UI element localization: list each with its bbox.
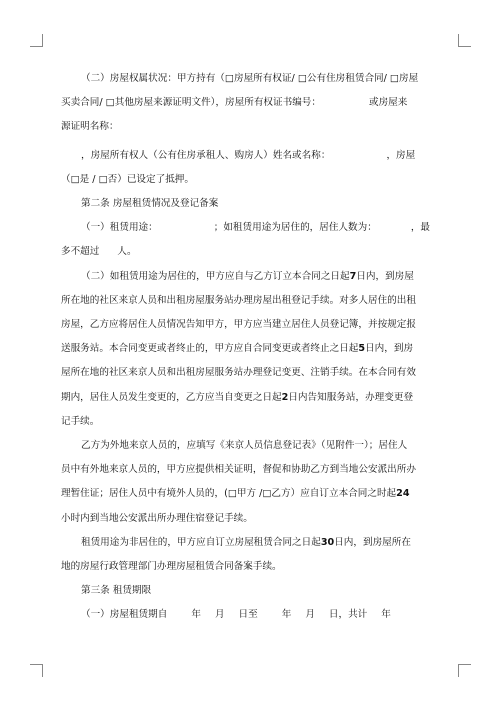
- paragraph-line: 地的房屋行政管理部门办理房屋租赁合同备案手续。: [61, 561, 282, 573]
- paragraph-lease-purpose: （一）租赁用途： ；如租赁用途为居住的，居住人数为： ，最: [81, 222, 431, 234]
- section-heading-article-2: 第二条 房屋租赁情况及登记备案: [81, 198, 219, 210]
- page-corner-mark-bottom-right: [458, 664, 471, 677]
- page-corner-mark-bottom-left: [30, 664, 43, 677]
- paragraph-lease-term: （一）房屋租赁期自 年 月 日至 年 月 日，共计 年: [81, 609, 391, 621]
- paragraph-line: 送服务站。本合同变更或者终止的，甲方应自合同变更或者终止之日起5日内，到房: [61, 343, 414, 355]
- document-body: [61, 67, 441, 628]
- paragraph-mortgage: （□是 / □否）已设定了抵押。: [61, 173, 194, 185]
- paragraph-non-local-residents: 乙方为外地来京人员的，应填写《来京人员信息登记表》（见附件一）；居住人: [81, 440, 408, 452]
- paragraph-property-ownership: （二）房屋权属状况：甲方持有（□房屋所有权证/ □公有住房租赁合同/ □房屋: [81, 73, 419, 84]
- paragraph-property-ownership-line2: 买卖合同/ □其他房屋来源证明文件），房屋所有权证书编号： 或房屋来: [61, 97, 408, 109]
- paragraph-line: 记手续。: [61, 415, 100, 427]
- section-heading-article-3: 第三条 租赁期限: [81, 585, 152, 597]
- paragraph-line: 期内，居住人员发生变更的，乙方应当自变更之日起2日内告知服务站，办理变更登: [61, 391, 414, 403]
- paragraph-owner-name: ，房屋所有权人（公有住房承租人、购房人）姓名或名称： ，房屋: [81, 149, 416, 161]
- paragraph-line: 房屋，乙方应将居住人员情况告知甲方，甲方应当建立居住人员登记簿，并按规定报: [61, 319, 416, 331]
- paragraph-residential-registration: （二）如租赁用途为居住的，甲方应自与乙方订立本合同之日起7日内，到房屋: [81, 270, 414, 282]
- paragraph-line: 小时内到当地公安派出所办理住宿登记手续。: [61, 512, 253, 524]
- page-corner-mark-top-left: [30, 34, 43, 47]
- paragraph-line: 屋所在地的社区来京人员和出租房屋服务站办理登记变更、注销手续。在本合同有效: [61, 367, 416, 379]
- paragraph-non-residential-filing: 租赁用途为非居住的，甲方应自订立房屋租赁合同之日起30日内，到房屋所在: [81, 536, 411, 548]
- paragraph-property-ownership-line3: 源证明名称：: [61, 121, 119, 133]
- paragraph-line: 理暂住证；居住人员中有境外人员的，(□甲方 /□乙方）应自订立本合同之时起24: [61, 488, 410, 500]
- paragraph-lease-purpose-line2: 多不超过 人。: [61, 246, 137, 258]
- page-corner-mark-top-right: [458, 34, 471, 47]
- paragraph-line: 所在地的社区来京人员和出租房屋服务站办理房屋出租登记手续。对多人居住的出租: [61, 294, 416, 306]
- paragraph-line: 员中有外地来京人员的，甲方应提供相关证明，督促和协助乙方到当地公安派出所办: [61, 464, 416, 476]
